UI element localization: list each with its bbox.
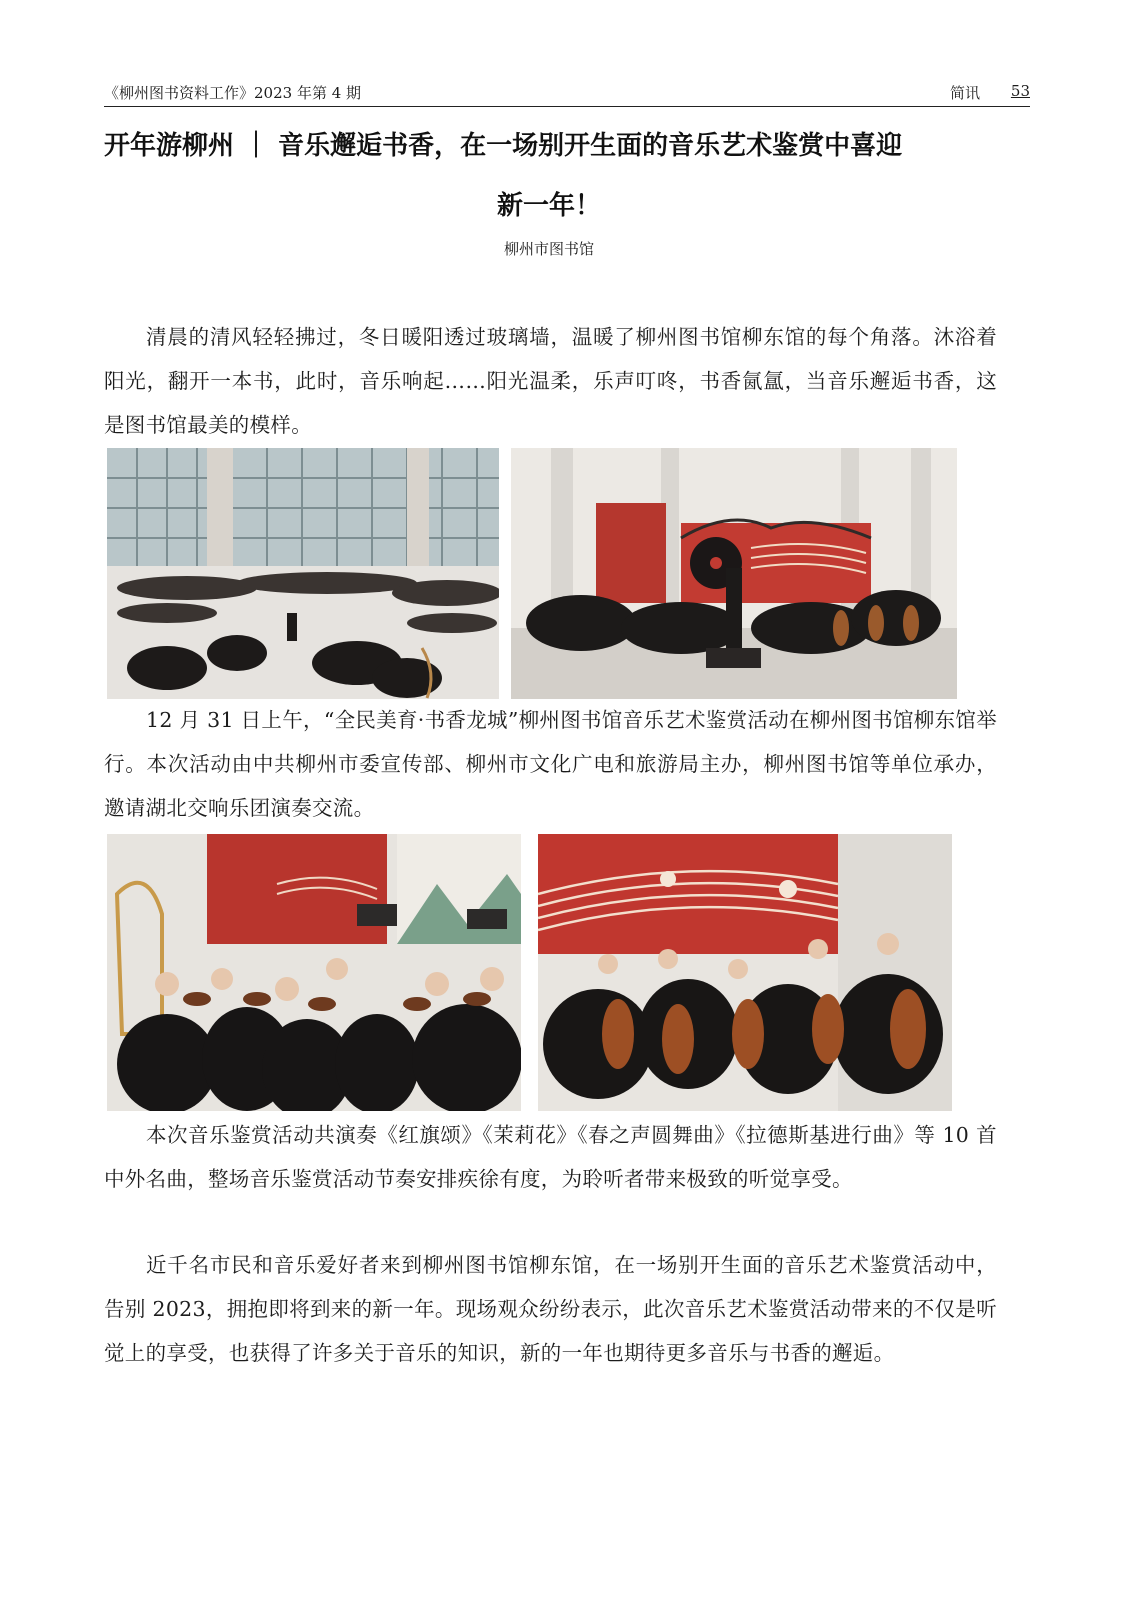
paragraph-4: 近千名市民和音乐爱好者来到柳州图书馆柳东馆，在一场别开生面的音乐艺术鉴赏活动中，告别 2023，拥抱即将到来的新一年。现场观众纷纷表示，此次音乐艺术鉴赏活动带来的不仅是听觉上的享受，也获得了许多关于音乐的知识，新的一年也期待更多音乐与书香的邂逅。 (104, 1253, 997, 1365)
paragraph-1: 清晨的清风轻轻拂过，冬日暖阳透过玻璃墙，温暖了柳州图书馆柳东馆的每个角落。沐浴着阳光，翻开一本书，此时，音乐响起……阳光温柔，乐声叮咚，书香氤氲，当音乐邂逅书香，这是图书馆最美的模样。 (104, 325, 997, 437)
photo-orchestra-backdrop (511, 448, 957, 699)
page-number: 53 (1010, 82, 1030, 100)
running-header (104, 80, 1030, 107)
journal-name: 《柳州图书资料工作》2023 年第 4 期 (104, 84, 362, 102)
article-author: 柳州市图书馆 (503, 240, 594, 258)
photo-audience-hall (107, 448, 499, 699)
article-title-line-1: 开年游柳州 ｜ 音乐邂逅书香，在一场别开生面的音乐艺术鉴赏中喜迎 (104, 131, 903, 161)
article-title-line-2: 新一年！ (496, 191, 601, 221)
article-title (104, 116, 994, 236)
photo-cello-section (538, 834, 952, 1111)
paragraph-3: 本次音乐鉴赏活动共演奏《红旗颂》《茉莉花》《春之声圆舞曲》《拉德斯基进行曲》等 10 首中外名曲，整场音乐鉴赏活动节奏安排疾徐有度，为聆听者带来极致的听觉享受。 (104, 1123, 997, 1191)
section-name: 简讯 (949, 84, 980, 102)
photo-violin-section (107, 834, 521, 1111)
paragraph-2: 12 月 31 日上午，“全民美育·书香龙城”柳州图书馆音乐艺术鉴赏活动在柳州图书馆柳东馆举行。本次活动由中共柳州市委宣传部、柳州市文化广电和旅游局主办，柳州图书馆等单位承办，邀请湖北交响乐团演奏交流。 (104, 708, 997, 820)
